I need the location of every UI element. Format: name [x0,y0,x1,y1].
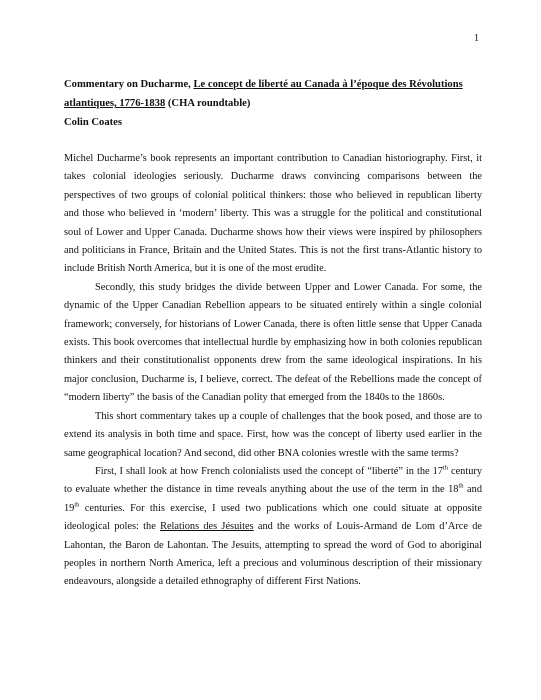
paragraph-2: Secondly, this study bridges the divide between Upper and Lower Canada. For some, the dynamic of the Upper Canadian Rebellion appears to be situated entirely within a single colonial framework; conversely, for historians of Lower Canada, there is often little sense that Upper Canada exists. This book overcomes that intellectual hurdle by emphasizing how in both colonies republican thinkers and their constitutionalist opponents drew from the same ideological inspirations. In his major conclusion, Ducharme is, I believe, correct. The defeat of the Rebellions made the concept of “modern liberty” the basis of the Canadian polity that emerged from the 1840s to the 1860s. [64,281,482,404]
author-name: Colin Coates [64,117,122,128]
paragraph-3: This short commentary takes up a couple of challenges that the book posed, and those are to extend its analysis in both time and space. First, how was the concept of liberty used earlier in the same geographical location? And second, did other BNA colonies wrestle with the same terms? [64,410,482,459]
p4-text-e: and the works of Louis-Armand de Lom d’Arce de Lahontan, the Baron de Lahontan. The Jesuits, attempting to spread the word of God to aboriginal peoples in northern North America, left a precious and voluminous description of their missionary endeavours, alongside a detailed ethnography of different First Nations. [64,521,483,588]
superscript-th: th [442,464,448,472]
body-text [64,150,482,592]
title-line [64,75,484,113]
superscript-th: th [458,482,464,490]
superscript-th: th [74,501,80,509]
title-tail: (CHA roundtable) [165,98,251,109]
book-title: Le concept de liberté au Canada à l’époque des Révolutions atlantiques, 1776-1838 [64,79,463,109]
relations-title: Relations des Jésuites [160,521,254,533]
title-lead: Commentary on Ducharme, [64,79,194,90]
paragraph-1: Michel Ducharme’s book represents an important contribution to Canadian historiography. First, it takes colonial ideologies seriously. Ducharme draws convincing comparisons between the perspectives of two groups of colonial political thinkers: those who believed in republican liberty and those who believed in ‘modern’ liberty. This was a struggle for the political and constitutional soul of Lower and Upper Canada. Ducharme shows how their views were inspired by philosophers and politicians in France, Britain and the United States. This is not the first trans-Atlantic history to include British North America, but it is one of the most erudite. [64,153,482,275]
p4-text-d: centuries. For this exercise, I used two publications which one could situate at opposite ideological poles: the [64,502,482,533]
paragraph-4 [64,463,482,592]
p4-text-a: First, I shall look at how French colonialists used the concept of “liberté” in the 17 [95,465,443,477]
p4-text-b: century to evaluate whether the distance in time reveals anything about the use of the term in the 18 [64,465,482,496]
page-number: 1 [474,33,479,44]
p4-text-c: and 19 [64,484,482,514]
document-heading [64,75,484,132]
